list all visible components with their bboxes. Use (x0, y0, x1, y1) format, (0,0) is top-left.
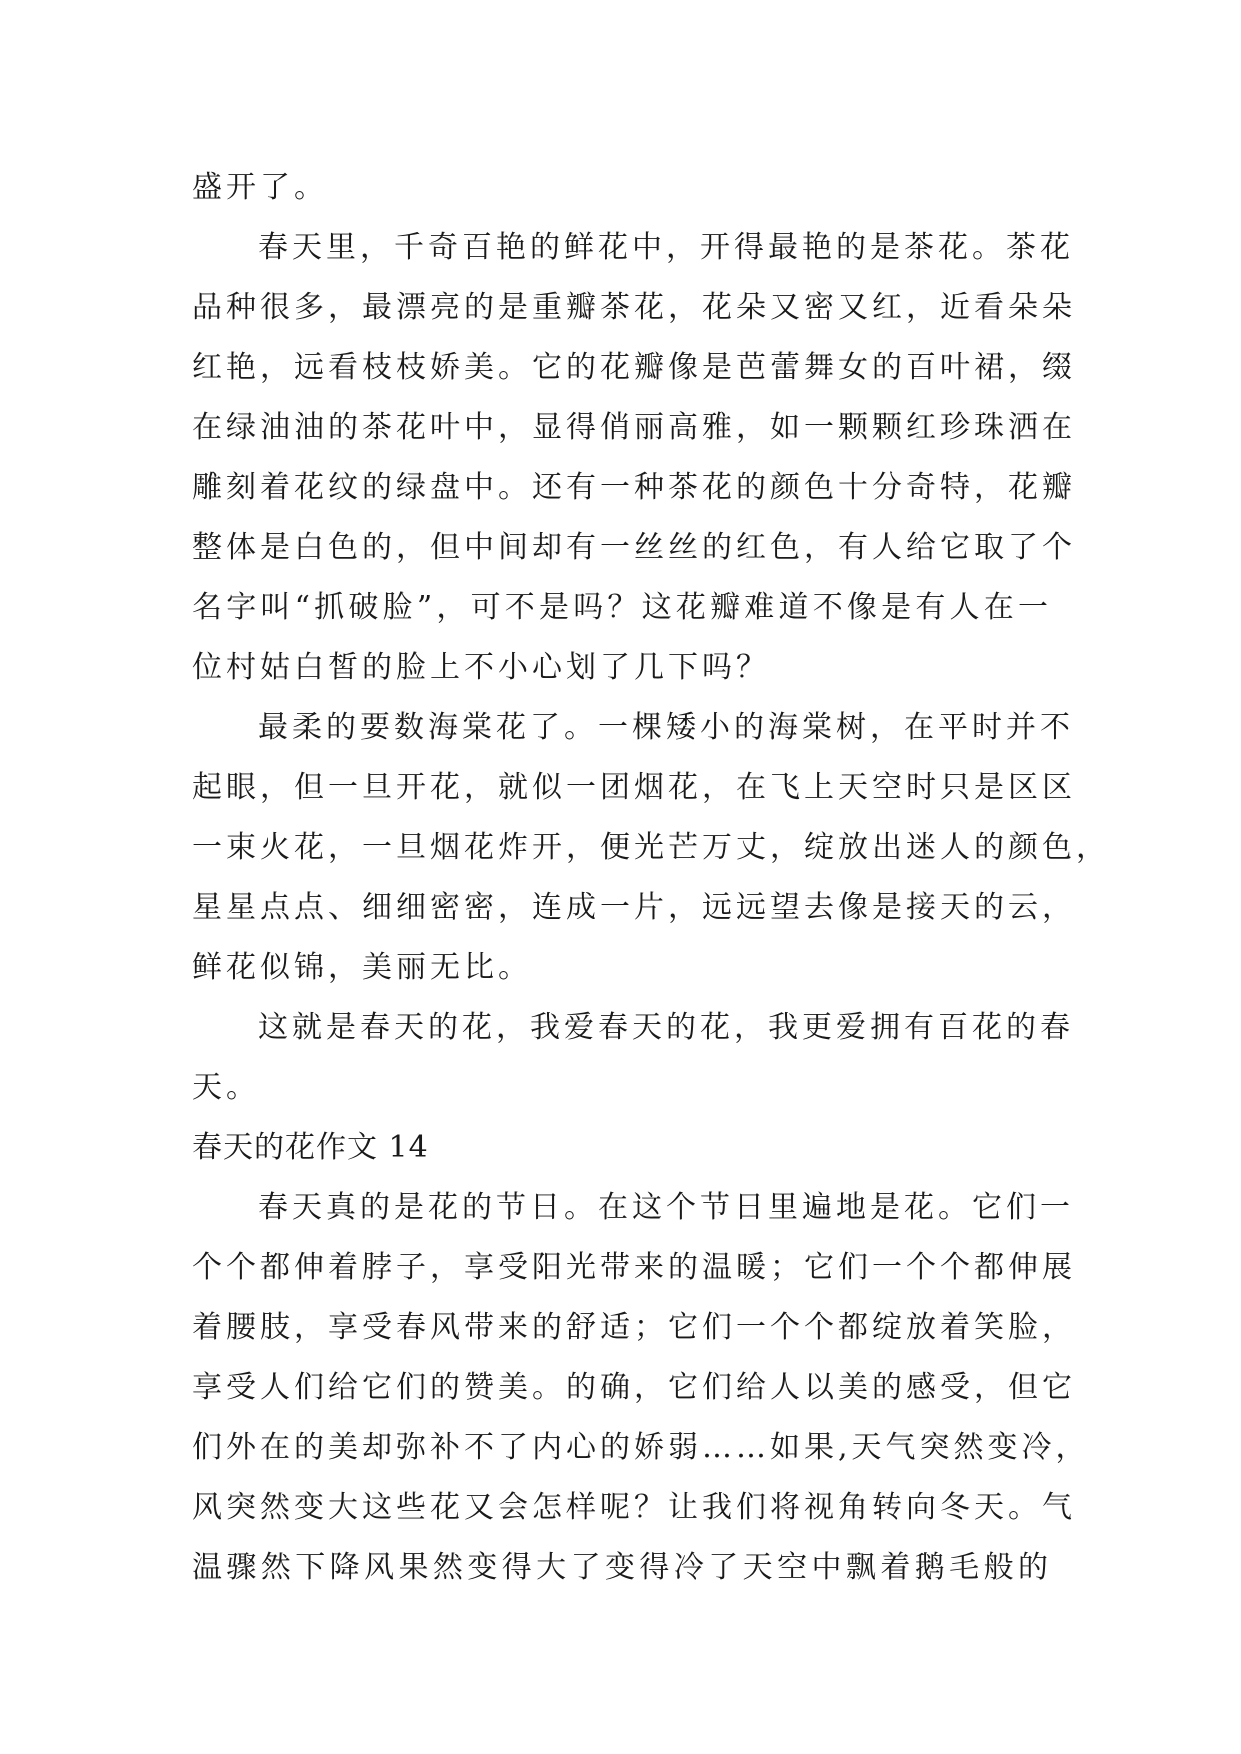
heading-text: 春天的花作文 14 (192, 1130, 429, 1165)
line-text: 鲜花似锦，美丽无比。 (192, 950, 532, 985)
line-text: 最柔的要数海棠花了。一棵矮小的海棠树，在平时并不 (258, 710, 1074, 745)
line-text: 着腰肢，享受春风带来的舒适；它们一个个都绽放着笑脸， (192, 1310, 1076, 1345)
line-text: 雕刻着花纹的绿盘中。还有一种茶花的颜色十分奇特，花瓣 (192, 470, 1076, 505)
line-text: 位村姑白皙的脸上不小心划了几下吗？ (192, 650, 770, 685)
paragraph-line (192, 758, 1076, 818)
paragraph-line (192, 1178, 1074, 1238)
line-text: 一束火花，一旦烟花炸开，便光芒万丈，绽放出迷人的颜色， (192, 830, 1110, 865)
paragraph-line (192, 938, 1052, 998)
paragraph-line (192, 998, 1074, 1058)
paragraph-line (192, 1058, 1052, 1118)
line-text: 名字叫“抓破脸”，可不是吗？这花瓣难道不像是有人在一 (192, 590, 1052, 625)
line-text: 享受人们给它们的赞美。的确，它们给人以美的感受，但它 (192, 1370, 1076, 1405)
line-text: 风突然变大这些花又会怎样呢？让我们将视角转向冬天。气 (192, 1490, 1076, 1525)
line-text: 星星点点、细细密密，连成一片，远远望去像是接天的云， (192, 890, 1076, 925)
paragraph-line (192, 278, 1076, 338)
paragraph-line (192, 1478, 1076, 1538)
paragraph-line (192, 398, 1076, 458)
paragraph-line (192, 698, 1074, 758)
paragraph-line (192, 1538, 1052, 1598)
line-text: 这就是春天的花，我爱春天的花，我更爱拥有百花的春 (258, 1010, 1074, 1045)
line-text: 春天真的是花的节日。在这个节日里遍地是花。它们一 (258, 1190, 1074, 1225)
paragraph-line (192, 878, 1076, 938)
line-text: 春天里，千奇百艳的鲜花中，开得最艳的是茶花。茶花 (258, 230, 1074, 265)
line-text: 在绿油油的茶花叶中，显得俏丽高雅，如一颗颗红珍珠洒在 (192, 410, 1076, 445)
line-text: 起眼，但一旦开花，就似一团烟花，在飞上天空时只是区区 (192, 770, 1076, 805)
paragraph-line (192, 1238, 1076, 1298)
paragraph-line (192, 458, 1076, 518)
paragraph-line (192, 1358, 1076, 1418)
paragraph-line (192, 578, 1052, 638)
line-text: 整体是白色的，但中间却有一丝丝的红色，有人给它取了个 (192, 530, 1076, 565)
document-body (192, 158, 1110, 1598)
paragraph-line (192, 218, 1074, 278)
paragraph-line (192, 338, 1076, 398)
line-text: 温骤然下降风果然变得大了变得冷了天空中飘着鹅毛般的 (192, 1550, 1052, 1585)
paragraph-line (192, 1298, 1076, 1358)
line-text: 个个都伸着脖子，享受阳光带来的温暖；它们一个个都伸展 (192, 1250, 1076, 1285)
line-text: 们外在的美却弥补不了内心的娇弱……如果,天气突然变冷， (192, 1430, 1090, 1465)
paragraph-line (192, 1418, 1090, 1478)
paragraph-line (192, 818, 1110, 878)
paragraph-line (192, 158, 1052, 218)
paragraph-line (192, 518, 1076, 578)
paragraph-line (192, 638, 1052, 698)
line-text: 品种很多，最漂亮的是重瓣茶花，花朵又密又红，近看朵朵 (192, 290, 1076, 325)
line-text: 天。 (192, 1070, 260, 1105)
line-text: 红艳，远看枝枝娇美。它的花瓣像是芭蕾舞女的百叶裙，缀 (192, 350, 1076, 385)
section-heading (192, 1118, 1052, 1178)
line-text: 盛开了。 (192, 170, 328, 205)
